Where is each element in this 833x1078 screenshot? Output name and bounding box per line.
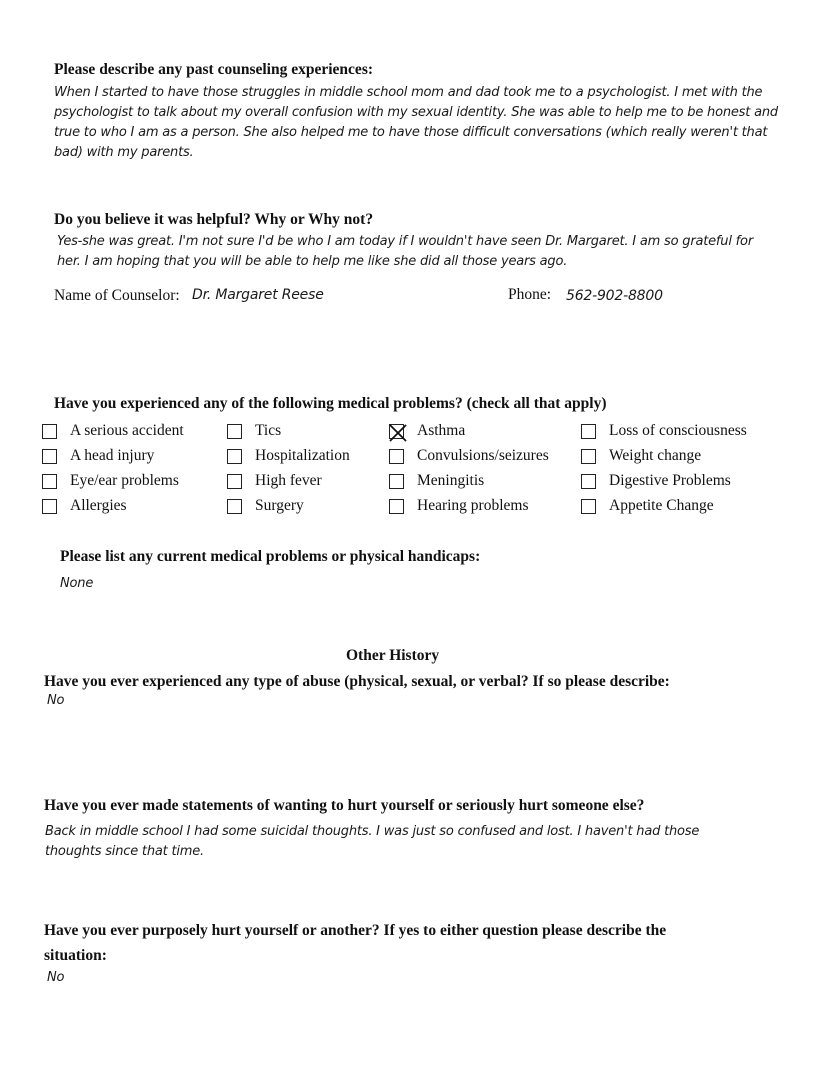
checkbox-weight-change[interactable] xyxy=(581,449,596,464)
helpful-answer[interactable] xyxy=(57,232,797,272)
answer-line: true to who I am as a person. She also helped me to have those difficult conversations (which really weren't that xyxy=(54,125,768,140)
medical-problems-question: Have you experienced any of the following medical problems? (check all that apply) xyxy=(54,395,607,412)
checkbox-label: Hearing problems xyxy=(417,497,529,514)
checkbox-allergies[interactable] xyxy=(42,499,57,514)
checkbox-a-serious-accident[interactable] xyxy=(42,424,57,439)
checkbox-surgery[interactable] xyxy=(227,499,242,514)
checkbox-label: Hospitalization xyxy=(255,447,350,464)
phone-label: Phone: xyxy=(508,286,552,303)
checkbox-label: A head injury xyxy=(70,447,155,464)
checkbox-label: Appetite Change xyxy=(609,497,714,514)
abuse-answer[interactable]: No xyxy=(47,693,65,708)
checkbox-convulsions-seizures[interactable] xyxy=(389,449,404,464)
answer-line: Back in middle school I had some suicidal thoughts. I was just so confused and lost. I haven't had those xyxy=(45,824,700,839)
checkbox-label: A serious accident xyxy=(70,422,184,439)
checkbox-label: Meningitis xyxy=(417,472,485,489)
answer-line: Yes-she was great. I'm not sure I'd be who I am today if I wouldn't have seen Dr. Margaret. I am so grateful for xyxy=(57,234,753,249)
checkbox-label: Eye/ear problems xyxy=(70,472,179,489)
checkbox-label: Allergies xyxy=(70,497,127,514)
checkbox-label: Loss of consciousness xyxy=(609,422,747,439)
phone-value[interactable]: 562-902-8800 xyxy=(566,288,663,304)
other-history-heading: Other History xyxy=(346,647,440,664)
checkbox-eye-ear-problems[interactable] xyxy=(42,474,57,489)
answer-line: her. I am hoping that you will be able to help me like she did all those years ago. xyxy=(57,254,568,269)
answer-line: psychologist to talk about my overall confusion with my sexual identity. She was able to help me to be honest and xyxy=(54,105,778,120)
checkbox-label: Tics xyxy=(255,422,282,439)
checkbox-label: Surgery xyxy=(255,497,304,514)
abuse-question: Have you ever experienced any type of abuse (physical, sexual, or verbal? If so please describe: xyxy=(44,673,670,690)
checkbox-label: Asthma xyxy=(417,422,466,439)
checkbox-hearing-problems[interactable] xyxy=(389,499,404,514)
checkbox-a-head-injury[interactable] xyxy=(42,449,57,464)
current-medical-question: Please list any current medical problems or physical handicaps: xyxy=(60,548,481,565)
checkbox-tics[interactable] xyxy=(227,424,242,439)
answer-line: When I started to have those struggles in middle school mom and dad took me to a psychologist. I met with the xyxy=(54,85,763,100)
purposely-hurt-question-line1: Have you ever purposely hurt yourself or another? If yes to either question please describe the xyxy=(44,922,667,939)
checkbox-label: Digestive Problems xyxy=(609,472,731,489)
checkbox-label: High fever xyxy=(255,472,322,489)
check-x-mark-icon xyxy=(387,422,409,444)
checkbox-label: Convulsions/seizures xyxy=(417,447,549,464)
checkbox-asthma[interactable] xyxy=(389,424,404,439)
checkbox-label: Weight change xyxy=(609,447,702,464)
hurt-statements-question: Have you ever made statements of wanting to hurt yourself or seriously hurt someone else? xyxy=(44,797,645,814)
checkbox-loss-of-consciousness[interactable] xyxy=(581,424,596,439)
checkbox-hospitalization[interactable] xyxy=(227,449,242,464)
checkbox-meningitis[interactable] xyxy=(389,474,404,489)
current-medical-answer[interactable]: None xyxy=(60,576,94,591)
answer-line: bad) with my parents. xyxy=(54,145,194,160)
counselor-name-label: Name of Counselor: xyxy=(54,287,180,304)
answer-line: thoughts since that time. xyxy=(45,844,204,859)
purposely-hurt-answer[interactable]: No xyxy=(47,970,65,985)
checkbox-appetite-change[interactable] xyxy=(581,499,596,514)
checkbox-high-fever[interactable] xyxy=(227,474,242,489)
checkbox-digestive-problems[interactable] xyxy=(581,474,596,489)
past-counseling-answer[interactable] xyxy=(54,83,794,163)
past-counseling-question: Please describe any past counseling experiences: xyxy=(54,61,374,78)
purposely-hurt-question-line2: situation: xyxy=(44,947,107,964)
counselor-name-value[interactable]: Dr. Margaret Reese xyxy=(192,287,324,303)
helpful-question: Do you believe it was helpful? Why or Why not? xyxy=(54,211,374,228)
hurt-statements-answer[interactable] xyxy=(45,822,785,862)
